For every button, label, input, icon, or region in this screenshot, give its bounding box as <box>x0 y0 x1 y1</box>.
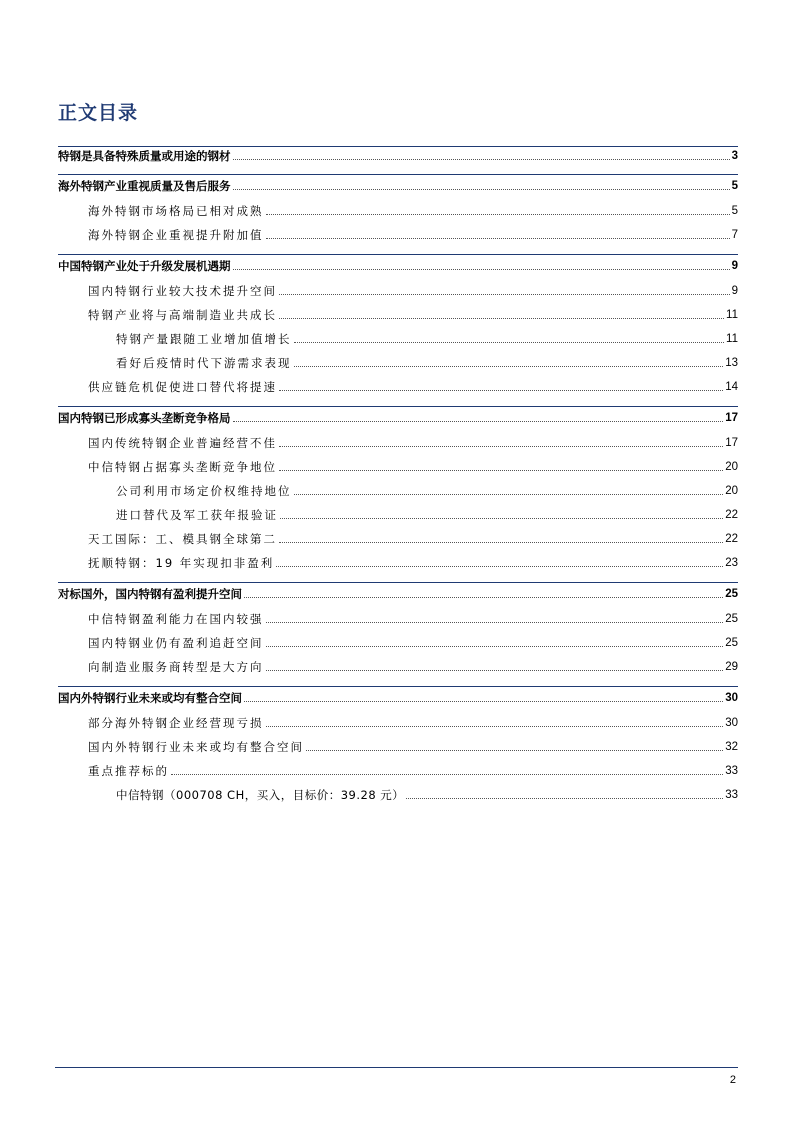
toc-entry-text: 国内传统特钢企业普遍经营不佳 <box>88 436 277 450</box>
toc-entry-text: 抚顺特钢：19 年实现扣非盈利 <box>88 556 275 570</box>
toc-entry-text: 部分海外特钢企业经营现亏损 <box>88 716 264 730</box>
page-number: 2 <box>729 1074 736 1086</box>
toc-entry-page: 5 <box>731 180 738 192</box>
leader-dots <box>276 566 723 567</box>
toc-entry-page: 17 <box>725 412 738 424</box>
toc-entry-text: 国内外特钢行业未来或均有整合空间 <box>58 691 242 705</box>
toc-entry-page: 25 <box>725 637 738 649</box>
toc-entry-text: 海外特钢企业重视提升附加值 <box>88 228 264 242</box>
toc-title: 正文目录 <box>58 102 139 124</box>
leader-dots <box>294 342 725 343</box>
toc-entry-subsubsection[interactable] <box>116 353 738 371</box>
toc-entry-subsection[interactable] <box>88 737 738 755</box>
toc-entry-subsubsection[interactable] <box>116 505 738 523</box>
toc-entry-page: 33 <box>725 789 738 801</box>
section-divider <box>58 406 738 407</box>
toc-entry-subsection[interactable] <box>88 553 738 571</box>
section-divider <box>58 686 738 687</box>
toc-entry-text: 向制造业服务商转型是大方向 <box>88 660 264 674</box>
toc-entry-page: 32 <box>725 741 738 753</box>
toc-entry-subsection[interactable] <box>88 225 738 243</box>
toc-entry-page: 9 <box>731 260 738 272</box>
toc-entry-text: 对标国外，国内特钢有盈利提升空间 <box>58 587 242 601</box>
toc-entry-section-5[interactable] <box>58 584 738 602</box>
leader-dots <box>279 318 724 319</box>
toc-entry-page: 30 <box>725 692 738 704</box>
toc-entry-text: 中信特钢（000708 CH，买入，目标价：39.28 元） <box>116 788 405 802</box>
toc-entry-page: 33 <box>725 765 738 777</box>
toc-entry-section-6[interactable] <box>58 688 738 706</box>
toc-entry-page: 17 <box>725 437 738 449</box>
leader-dots <box>279 390 723 391</box>
toc-entry-text: 特钢产量跟随工业增加值增长 <box>116 332 292 346</box>
toc-entry-text: 公司利用市场定价权维持地位 <box>116 484 292 498</box>
leader-dots <box>294 494 724 495</box>
leader-dots <box>279 294 730 295</box>
toc-entry-page: 13 <box>725 357 738 369</box>
toc-entry-text: 进口替代及军工获年报验证 <box>116 508 278 522</box>
toc-entry-section-4[interactable] <box>58 408 738 426</box>
toc-entry-text: 国内外特钢行业未来或均有整合空间 <box>88 740 304 754</box>
toc-entry-subsection[interactable] <box>88 281 738 299</box>
toc-entry-subsection[interactable] <box>88 761 738 779</box>
toc-entry-text: 海外特钢产业重视质量及售后服务 <box>58 179 231 193</box>
toc-entry-subsubsection[interactable] <box>116 329 738 347</box>
toc-entry-subsection[interactable] <box>88 713 738 731</box>
leader-dots <box>171 774 723 775</box>
leader-dots <box>266 214 730 215</box>
toc-entry-page: 11 <box>726 309 738 321</box>
toc-entry-text: 中信特钢盈利能力在国内较强 <box>88 612 264 626</box>
toc-entry-page: 30 <box>725 717 738 729</box>
toc-entry-page: 3 <box>731 150 738 162</box>
toc-entry-page: 11 <box>726 333 738 345</box>
leader-dots <box>233 421 724 422</box>
toc-entry-subsection[interactable] <box>88 433 738 451</box>
footer-divider <box>55 1067 738 1068</box>
toc-entry-subsection[interactable] <box>88 609 738 627</box>
toc-entry-text: 供应链危机促使进口替代将提速 <box>88 380 277 394</box>
toc-entry-text: 中国特钢产业处于升级发展机遇期 <box>58 259 231 273</box>
toc-entry-text: 国内特钢业仍有盈利追赶空间 <box>88 636 264 650</box>
leader-dots <box>266 622 724 623</box>
toc-entry-text: 看好后疫情时代下游需求表现 <box>116 356 292 370</box>
toc-entry-subsection[interactable] <box>88 529 738 547</box>
toc-entry-section-1[interactable] <box>58 146 738 164</box>
leader-dots <box>279 446 723 447</box>
toc-entry-page: 20 <box>725 485 738 497</box>
toc-entry-page: 14 <box>725 381 738 393</box>
toc-entry-subsection[interactable] <box>88 633 738 651</box>
toc-entry-subsection[interactable] <box>88 377 738 395</box>
toc-entry-section-3[interactable] <box>58 256 738 274</box>
leader-dots <box>233 159 730 160</box>
toc-entry-text: 国内特钢行业较大技术提升空间 <box>88 284 277 298</box>
toc-entry-text: 特钢产业将与高端制造业共成长 <box>88 308 277 322</box>
toc-entry-page: 22 <box>725 533 738 545</box>
leader-dots <box>233 269 730 270</box>
section-divider <box>58 582 738 583</box>
toc-entry-page: 20 <box>725 461 738 473</box>
toc-entry-section-2[interactable] <box>58 176 738 194</box>
leader-dots <box>406 798 723 799</box>
section-divider <box>58 174 738 175</box>
leader-dots <box>244 597 723 598</box>
toc-entry-subsection[interactable] <box>88 305 738 323</box>
leader-dots <box>266 726 724 727</box>
leader-dots <box>280 518 723 519</box>
toc-entry-page: 25 <box>725 613 738 625</box>
toc-entry-subsubsection[interactable] <box>116 481 738 499</box>
leader-dots <box>266 670 724 671</box>
leader-dots <box>294 366 724 367</box>
toc-entry-text: 海外特钢市场格局已相对成熟 <box>88 204 264 218</box>
leader-dots <box>266 646 724 647</box>
toc-entry-text: 天工国际：工、模具钢全球第二 <box>88 532 277 546</box>
toc-entry-subsection[interactable] <box>88 657 738 675</box>
toc-entry-page: 25 <box>725 588 738 600</box>
toc-entry-page: 29 <box>725 661 738 673</box>
toc-entry-text: 重点推荐标的 <box>88 764 169 778</box>
toc-entry-subsection[interactable] <box>88 457 738 475</box>
toc-entry-page: 7 <box>731 229 738 241</box>
toc-entry-subsection[interactable] <box>88 201 738 219</box>
leader-dots <box>279 470 723 471</box>
toc-entry-page: 5 <box>731 205 738 217</box>
leader-dots <box>279 542 723 543</box>
toc-entry-text: 特钢是具备特殊质量或用途的钢材 <box>58 149 231 163</box>
toc-entry-page: 22 <box>725 509 738 521</box>
toc-entry-page: 9 <box>731 285 738 297</box>
leader-dots <box>244 701 723 702</box>
toc-entry-subsubsection[interactable] <box>116 785 738 803</box>
toc-entry-text: 中信特钢占据寡头垄断竞争地位 <box>88 460 277 474</box>
leader-dots <box>266 238 730 239</box>
leader-dots <box>233 189 730 190</box>
section-divider <box>58 254 738 255</box>
leader-dots <box>306 750 723 751</box>
toc-entry-page: 23 <box>725 557 738 569</box>
toc-entry-text: 国内特钢已形成寡头垄断竞争格局 <box>58 411 231 425</box>
